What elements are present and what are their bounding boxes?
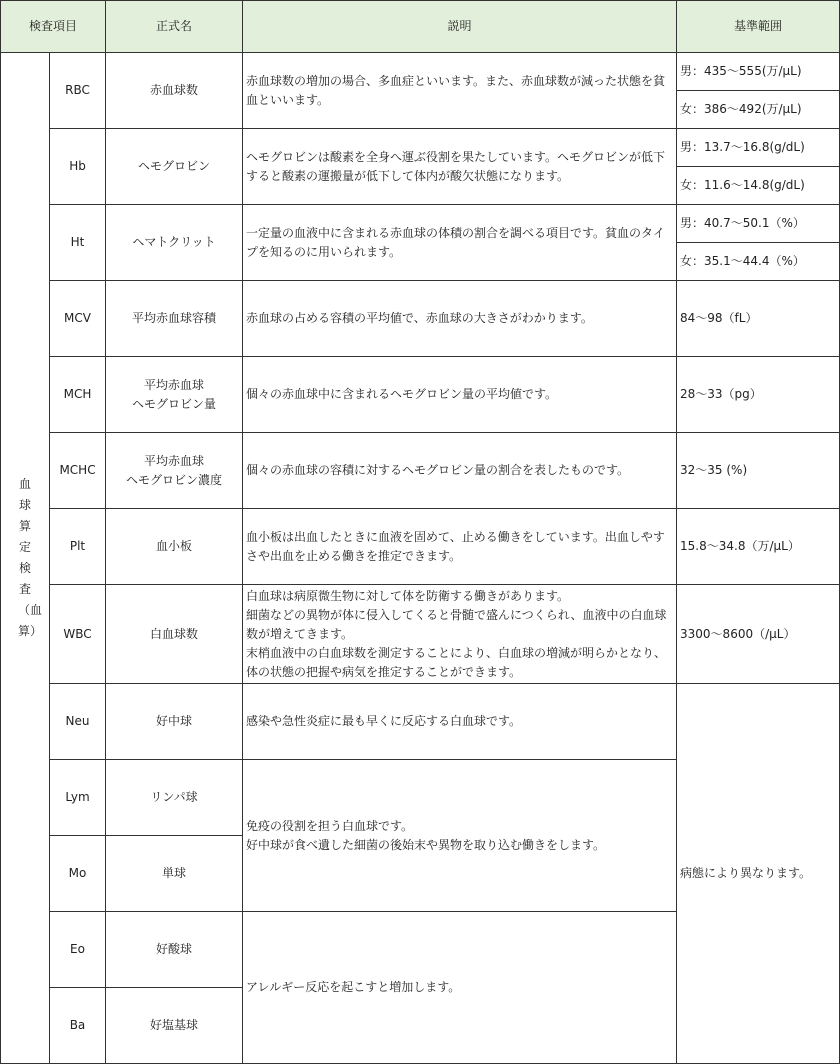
group-label: 血球算定検査（血算） — [18, 477, 43, 638]
header-description: 説明 — [243, 1, 677, 53]
description: 血小板は出血したときに血液を固めて、止める働きをしています。出血しやすさや出血を止める働きを推定できます。 — [243, 509, 677, 585]
table-row — [1, 433, 840, 509]
description-eo-ba: アレルギー反応を起こすと増加します。 — [243, 912, 677, 1064]
item-code: WBC — [50, 585, 106, 684]
table-row — [1, 357, 840, 433]
description: 白血球は病原微生物に対して体を防衛する働きがあります。 細菌などの異物が体に侵入してくると骨髄で盛んにつくられ、血液中の白血球数が増えてきます。 末梢血液中の白血球数を測定することにより、白血球の増減が明らかとなり、体の状態の把握や病気を推定することができます。 — [243, 585, 677, 684]
description-lym-mo: 免疫の役割を担う白血球です。 好中球が食べ遺した細菌の後始末や異物を取り込む働きをします。 — [243, 760, 677, 912]
formal-name: 血小板 — [106, 509, 243, 585]
item-code: Plt — [50, 509, 106, 585]
formal-name: 好中球 — [106, 684, 243, 760]
range: 3300～8600（/μL） — [677, 585, 840, 684]
header-formal-name: 正式名 — [106, 1, 243, 53]
description: 個々の赤血球の容積に対するヘモグロビン量の割合を表したものです。 — [243, 433, 677, 509]
formal-name: ヘモグロビン — [106, 129, 243, 205]
item-code: MCHC — [50, 433, 106, 509]
table-row — [1, 281, 840, 357]
description: 個々の赤血球中に含まれるヘモグロビン量の平均値です。 — [243, 357, 677, 433]
range-male: 男：13.7～16.8(g/dL) — [677, 129, 840, 167]
description: 感染や急性炎症に最も早くに反応する白血球です。 — [243, 684, 677, 760]
item-code: Ht — [50, 205, 106, 281]
item-code: Hb — [50, 129, 106, 205]
description: 赤血球の占める容積の平均値で、赤血球の大きさがわかります。 — [243, 281, 677, 357]
table-row — [1, 585, 840, 684]
item-code: Neu — [50, 684, 106, 760]
range-female: 女：386～492(万/μL) — [677, 91, 840, 129]
item-code: MCH — [50, 357, 106, 433]
header-row — [1, 1, 840, 53]
header-reference-range: 基準範囲 — [677, 1, 840, 53]
table-row — [1, 684, 840, 760]
range-differential: 病態により異なります。 — [677, 684, 840, 1064]
formal-name: 平均赤血球容積 — [106, 281, 243, 357]
formal-name: 赤血球数 — [106, 53, 243, 129]
description: 一定量の血液中に含まれる赤血球の体積の割合を調べる項目です。貧血のタイプを知るのに用いられます。 — [243, 205, 677, 281]
item-code: MCV — [50, 281, 106, 357]
range-female: 女：35.1～44.4（%） — [677, 243, 840, 281]
formal-name: 平均赤血球 ヘモグロビン濃度 — [106, 433, 243, 509]
formal-name: 好酸球 — [106, 912, 243, 988]
item-code: Eo — [50, 912, 106, 988]
header-item: 検査項目 — [1, 1, 106, 53]
range: 84～98（fL） — [677, 281, 840, 357]
formal-name: ヘマトクリット — [106, 205, 243, 281]
item-code: Lym — [50, 760, 106, 836]
range-female: 女：11.6～14.8(g/dL) — [677, 167, 840, 205]
description: 赤血球数の増加の場合、多血症といいます。また、赤血球数が減った状態を貧血といいます。 — [243, 53, 677, 129]
table-row — [1, 509, 840, 585]
table-row — [1, 53, 840, 91]
formal-name: 平均赤血球 ヘモグロビン量 — [106, 357, 243, 433]
table-row — [1, 129, 840, 167]
formal-name: 単球 — [106, 836, 243, 912]
range-male: 男：40.7～50.1（%） — [677, 205, 840, 243]
range-male: 男：435～555(万/μL) — [677, 53, 840, 91]
table-row — [1, 205, 840, 243]
range: 32～35 (%) — [677, 433, 840, 509]
formal-name: リンパ球 — [106, 760, 243, 836]
formal-name: 白血球数 — [106, 585, 243, 684]
item-code: Mo — [50, 836, 106, 912]
item-code: RBC — [50, 53, 106, 129]
range: 15.8～34.8（万/μL） — [677, 509, 840, 585]
description: ヘモグロビンは酸素を全身へ運ぶ役割を果たしています。ヘモグロビンが低下すると酸素の運搬量が低下して体内が酸欠状態になります。 — [243, 129, 677, 205]
range: 28～33（pg） — [677, 357, 840, 433]
formal-name: 好塩基球 — [106, 988, 243, 1064]
group-label-cell — [1, 53, 50, 1064]
item-code: Ba — [50, 988, 106, 1064]
